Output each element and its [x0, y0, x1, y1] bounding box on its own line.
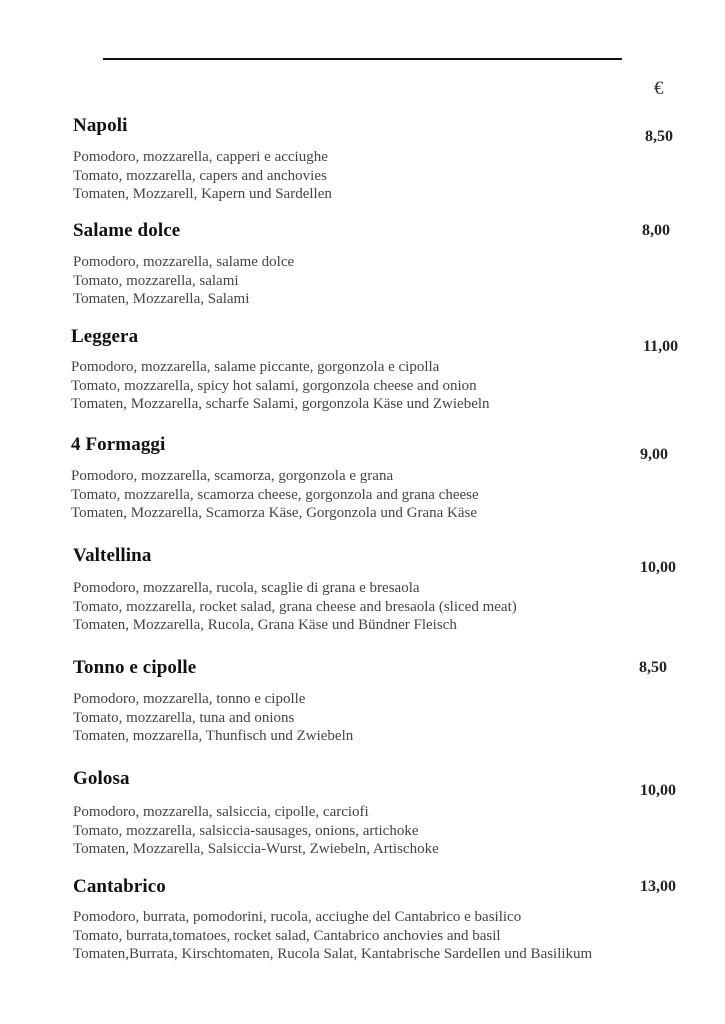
desc-english: Tomato, mozzarella, salami: [73, 272, 239, 289]
item-description: [73, 690, 353, 746]
item-description: [71, 467, 479, 523]
desc-italian: Pomodoro, mozzarella, salame dolce: [73, 254, 295, 270]
item-name: Leggera: [71, 326, 139, 347]
item-price: 11,00: [643, 338, 679, 355]
desc-english: Tomato, mozzarella, spicy hot salami, gorgonzola cheese and onion: [71, 377, 477, 394]
top-divider: [103, 58, 622, 60]
item-description: [73, 908, 592, 964]
item-description: [73, 253, 294, 309]
item-price: 8,50: [645, 128, 673, 145]
desc-english: Tomato, burrata,tomatoes, rocket salad, Cantabrico anchovies and basil: [73, 927, 501, 944]
item-price: 13,00: [640, 878, 676, 895]
desc-german: Tomaten, Mozzarell, Kapern und Sardellen: [73, 186, 332, 202]
desc-german: Tomaten,Burrata, Kirschtomaten, Rucola Salat, Kantabrische Sardellen und Basilikum: [73, 946, 593, 962]
item-description: [73, 803, 439, 859]
desc-english: Tomato, mozzarella, rocket salad, grana cheese and bresaola (sliced meat): [73, 598, 517, 615]
item-name: Cantabrico: [73, 876, 166, 897]
item-name: Valtellina: [73, 545, 152, 566]
item-price: 9,00: [640, 446, 668, 463]
item-name: Golosa: [73, 768, 130, 789]
item-name: Napoli: [73, 115, 128, 136]
desc-english: Tomato, mozzarella, capers and anchovies: [73, 167, 327, 184]
item-name: Salame dolce: [73, 220, 181, 241]
item-price: 10,00: [640, 782, 676, 799]
desc-italian: Pomodoro, mozzarella, salsiccia, cipolle, carciofi: [73, 804, 369, 820]
desc-german: Tomaten, Mozzarella, Salsiccia-Wurst, Zwiebeln, Artischoke: [73, 841, 439, 857]
desc-german: Tomaten, mozzarella, Thunfisch und Zwiebeln: [73, 728, 354, 744]
desc-italian: Pomodoro, mozzarella, tonno e cipolle: [73, 691, 306, 707]
desc-italian: Pomodoro, mozzarella, scamorza, gorgonzola e grana: [71, 468, 394, 484]
currency-header: €: [654, 78, 664, 99]
desc-german: Tomaten, Mozzarella, Salami: [73, 291, 250, 307]
desc-italian: Pomodoro, mozzarella, capperi e acciughe: [73, 149, 328, 165]
desc-german: Tomaten, Mozzarella, Rucola, Grana Käse und Bündner Fleisch: [73, 617, 457, 633]
item-price: 8,00: [642, 222, 670, 239]
desc-german: Tomaten, Mozzarella, Scamorza Käse, Gorgonzola und Grana Käse: [71, 505, 478, 521]
desc-italian: Pomodoro, burrata, pomodorini, rucola, acciughe del Cantabrico e basilico: [73, 909, 522, 925]
desc-german: Tomaten, Mozzarella, scharfe Salami, gorgonzola Käse und Zwiebeln: [71, 396, 490, 412]
item-price: 10,00: [640, 559, 676, 576]
item-price: 8,50: [639, 659, 667, 676]
desc-italian: Pomodoro, mozzarella, salame piccante, gorgonzola e cipolla: [71, 359, 440, 375]
desc-english: Tomato, mozzarella, scamorza cheese, gorgonzola and grana cheese: [71, 486, 479, 503]
desc-italian: Pomodoro, mozzarella, rucola, scaglie di grana e bresaola: [73, 580, 420, 596]
desc-english: Tomato, mozzarella, salsiccia-sausages, onions, artichoke: [73, 822, 419, 839]
item-name: 4 Formaggi: [71, 434, 166, 455]
item-description: [73, 579, 517, 635]
item-description: [73, 148, 332, 204]
desc-english: Tomato, mozzarella, tuna and onions: [73, 709, 295, 726]
item-description: [71, 358, 490, 414]
item-name: Tonno e cipolle: [73, 657, 197, 678]
